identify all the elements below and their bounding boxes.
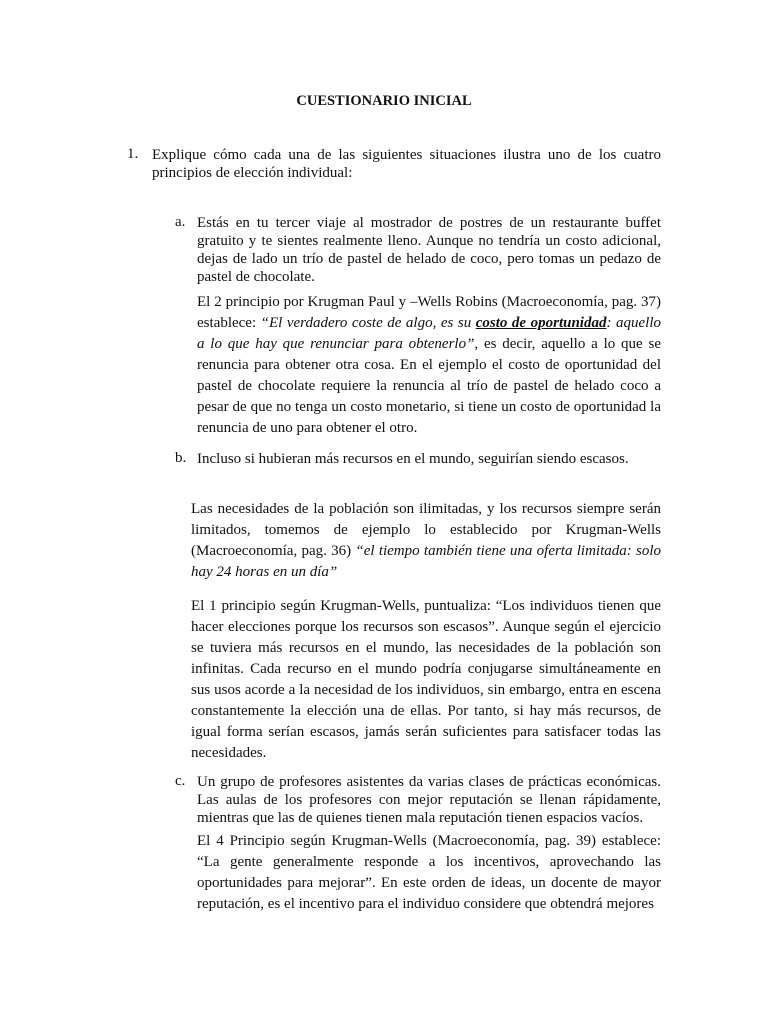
question-text: Explique cómo cada una de las siguientes situaciones ilustra uno de los cuatro principios de elección individual: xyxy=(152,147,661,181)
item-a-answer xyxy=(197,292,661,439)
answer-a-rest: es decir, aquello a lo que se renuncia para obtener otra cosa. En el ejemplo el costo de oportunidad del pastel de chocolate requiere la renuncia al trío de pastel de helado coco a pesar de que no tenga un costo monetario, si tiene un costo de oportunidad la renuncia de uno para obtener el otro. xyxy=(197,336,661,436)
item-c-answer: El 4 Principio según Krugman-Wells (Macroeconomía, pag. 39) establece: “La gente generalmente responde a los incentivos, aprovechando las oportunidades para mejorar”. En este orden de ideas, un docente de mayor reputación, es el incentivo para el individuo considere que obtendrá mejores xyxy=(197,833,661,912)
answer-a-quote-start: “El verdadero coste de algo, es su xyxy=(260,315,476,331)
item-c-letter: c. xyxy=(175,773,186,789)
item-a-text: Estás en tu tercer viaje al mostrador de postres de un restaurante buffet gratuito y te sientes realmente lleno. Aunque no tendría un costo adicional, dejas de lado un trío de pastel de helado de coco, pero tomas un pedazo de pastel de chocolate. xyxy=(197,215,661,285)
page-title: CUESTIONARIO INICIAL xyxy=(296,93,472,109)
answer-a-intro: El 2 principio por Krugman Paul y –Wells Robins (Macroeconomía, pag. 37) establece: xyxy=(197,294,661,331)
item-c-text: Un grupo de profesores asistentes da varias clases de prácticas económicas. Las aulas de los profesores con mejor reputación se llenan rápidamente, mientras que las de quienes tienen mala reputación tienen espacios vacíos. xyxy=(197,774,661,826)
item-b-text: Incluso si hubieran más recursos en el mundo, seguirían siendo escasos. xyxy=(197,451,629,467)
item-b-letter: b. xyxy=(175,450,187,466)
answer-b1-quote: “el tiempo también tiene una oferta limitada: solo hay 24 horas en un día” xyxy=(191,543,661,580)
answer-a-quote-end: : aquello a lo que hay que renunciar para obtenerlo”, xyxy=(197,315,661,352)
question-number: 1. xyxy=(127,146,139,162)
answer-a-key-term: costo de oportunidad xyxy=(475,315,607,331)
answer-b1-text: Las necesidades de la población son ilimitadas, y los recursos siempre serán limitados, tomemos de ejemplo lo establecido por Krugman-Wells (Macroeconomía, pag. 36) xyxy=(191,501,661,559)
item-b-answer-2: El 1 principio según Krugman-Wells, puntualiza: “Los individuos tienen que hacer elecciones porque los recursos son escasos”. Aunque según el ejercicio se tuviera más recursos en el mundo, las necesidades de la población son infinitas. Cada recurso en el mundo podría conjugarse simultáneamente en sus usos acorde a la necesidad de los individuos, sin embargo, entra en escena constantemente la elección una de ellas. Por tanto, si hay más recursos, de igual forma serían escasos, jamás serán suficientes para satisfacer todas las necesidades. xyxy=(191,598,661,761)
item-a-letter: a. xyxy=(175,214,186,230)
item-b-answer-1 xyxy=(191,499,661,583)
